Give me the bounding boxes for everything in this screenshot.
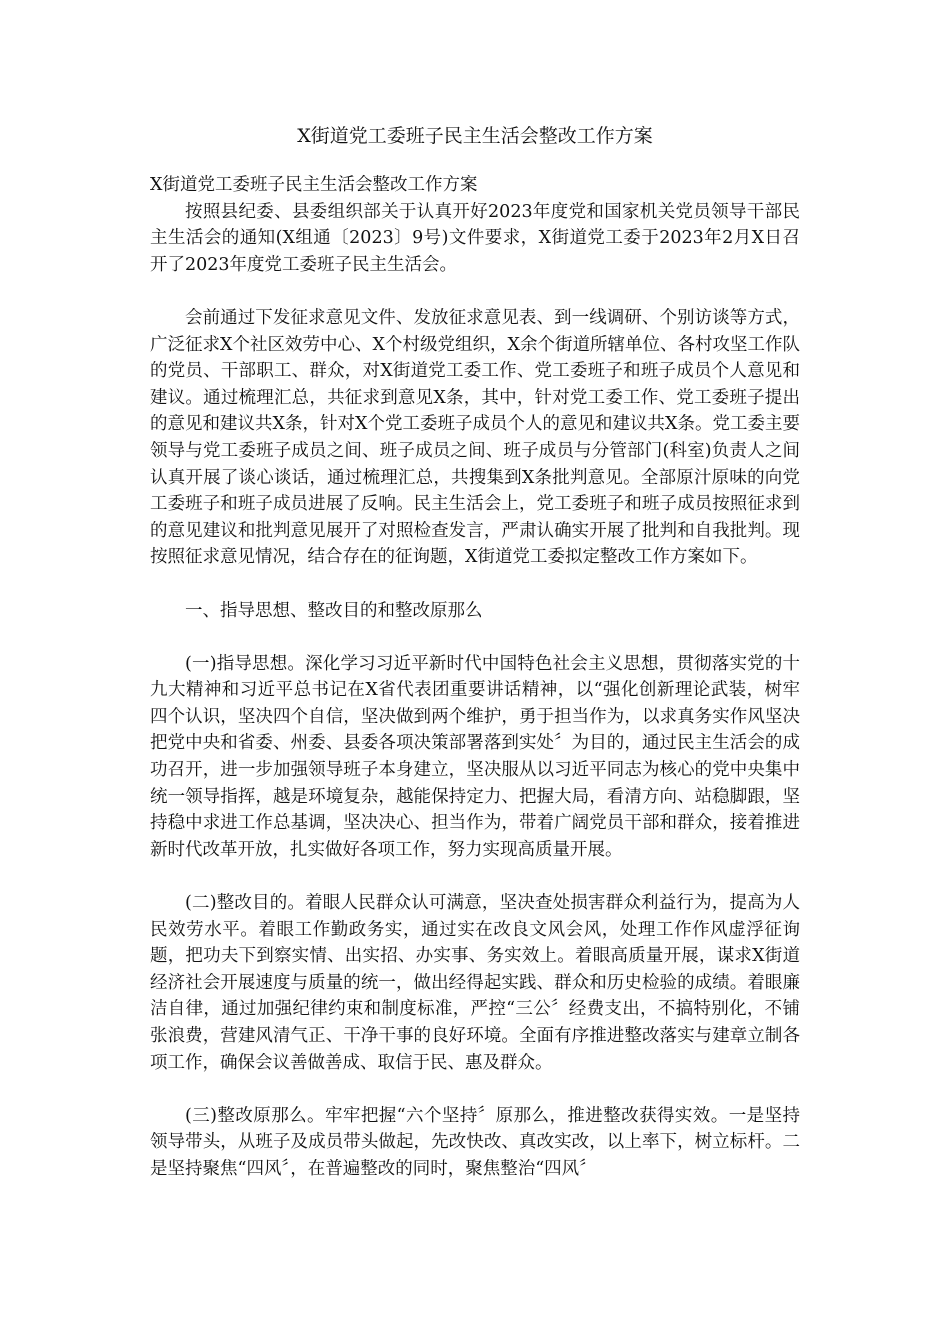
document-subtitle: X街道党工委班子民主生活会整改工作方案	[150, 175, 478, 195]
paragraph-guiding-thought: (一)指导思想。深化学习习近平新时代中国特色社会主义思想，贯彻落实党的十九大精神和习近平总书记在X省代表团重要讲话精神，以“强化创新理论武装，树牢四个认识，坚决四个自信，坚决做到两个维护，勇于担当作为，以求真务实作风坚决把党中央和省委、州委、县委各项决策部署落到实处〞为目的，通过民主生活会的成功召开，进一步加强领导班子本身建立，坚决服从以习近平同志为核心的党中央集中统一领导指挥，越是环境复杂，越能保持定力、把握大局，看清方向、站稳脚跟，坚持稳中求进工作总基调，坚决决心、担当作为，带着广阔党员干部和群众，接着推进新时代改革开放，扎实做好各项工作，努力实现高质量开展。	[150, 653, 800, 860]
section-heading-1: 一、指导思想、整改目的和整改原那么	[185, 600, 483, 621]
paragraph-consultation: 会前通过下发征求意见文件、发放征求意见表、到一线调研、个别访谈等方式，广泛征求X个社区效劳中心、X个村级党组织，X余个街道所辖单位、各村攻坚工作队的党员、干部职工、群众，对X街道党工委工作、党工委班子和班子成员个人意见和建议。通过梳理汇总，共征求到意见X条，其中，针对党工委工作、党工委班子提出的意见和建议共X条，针对X个党工委班子成员个人的意见和建议共X条。党工委主要领导与党工委班子成员之间、班子成员之间、班子成员与分管部门(科室)负责人之间认真开展了谈心谈话，通过梳理汇总，共搜集到X条批判意见。全部原汁原味的向党工委班子和班子成员进展了反响。民主生活会上，党工委班子和班子成员按照征求到的意见建议和批判意见展开了对照检查发言，严肃认确实开展了批判和自我批判。现按照征求意见情况，结合存在的征询题，X街道党工委拟定整改工作方案如下。	[150, 307, 800, 568]
document-body	[150, 172, 800, 1183]
document-title: X街道党工委班子民主生活会整改工作方案	[297, 125, 653, 147]
paragraph-intro: 按照县纪委、县委组织部关于认真开好2023年度党和国家机关党员领导干部民主生活会的通知(X组通〔2023〕9号)文件要求，X街道党工委于2023年2月X日召开了2023年度党工委班子民主生活会。	[150, 201, 800, 275]
paragraph-rectification-principle: (三)整改原那么。牢牢把握“六个坚持〞原那么，推进整改获得实效。一是坚持领导带头，从班子及成员带头做起，先改快改、真改实改，以上率下，树立标杆。二是坚持聚焦“四风〞，在普遍整改的同时，聚焦整治“四风〞	[150, 1105, 800, 1179]
paragraph-rectification-goal: (二)整改目的。着眼人民群众认可满意，坚决查处损害群众利益行为，提高为人民效劳水平。着眼工作勤政务实，通过实在改良文风会风，处理工作作风虚浮征询题，把功夫下到察实情、出实招、办实事、务实效上。着眼高质量开展，谋求X街道经济社会开展速度与质量的统一，做出经得起实践、群众和历史检验的成绩。着眼廉洁自律，通过加强纪律约束和制度标准，严控“三公〞经费支出，不搞特别化，不铺张浪费，营建风清气正、干净干事的良好环境。全面有序推进整改落实与建章立制各项工作，确保会议善做善成、取信于民、惠及群众。	[150, 893, 800, 1073]
